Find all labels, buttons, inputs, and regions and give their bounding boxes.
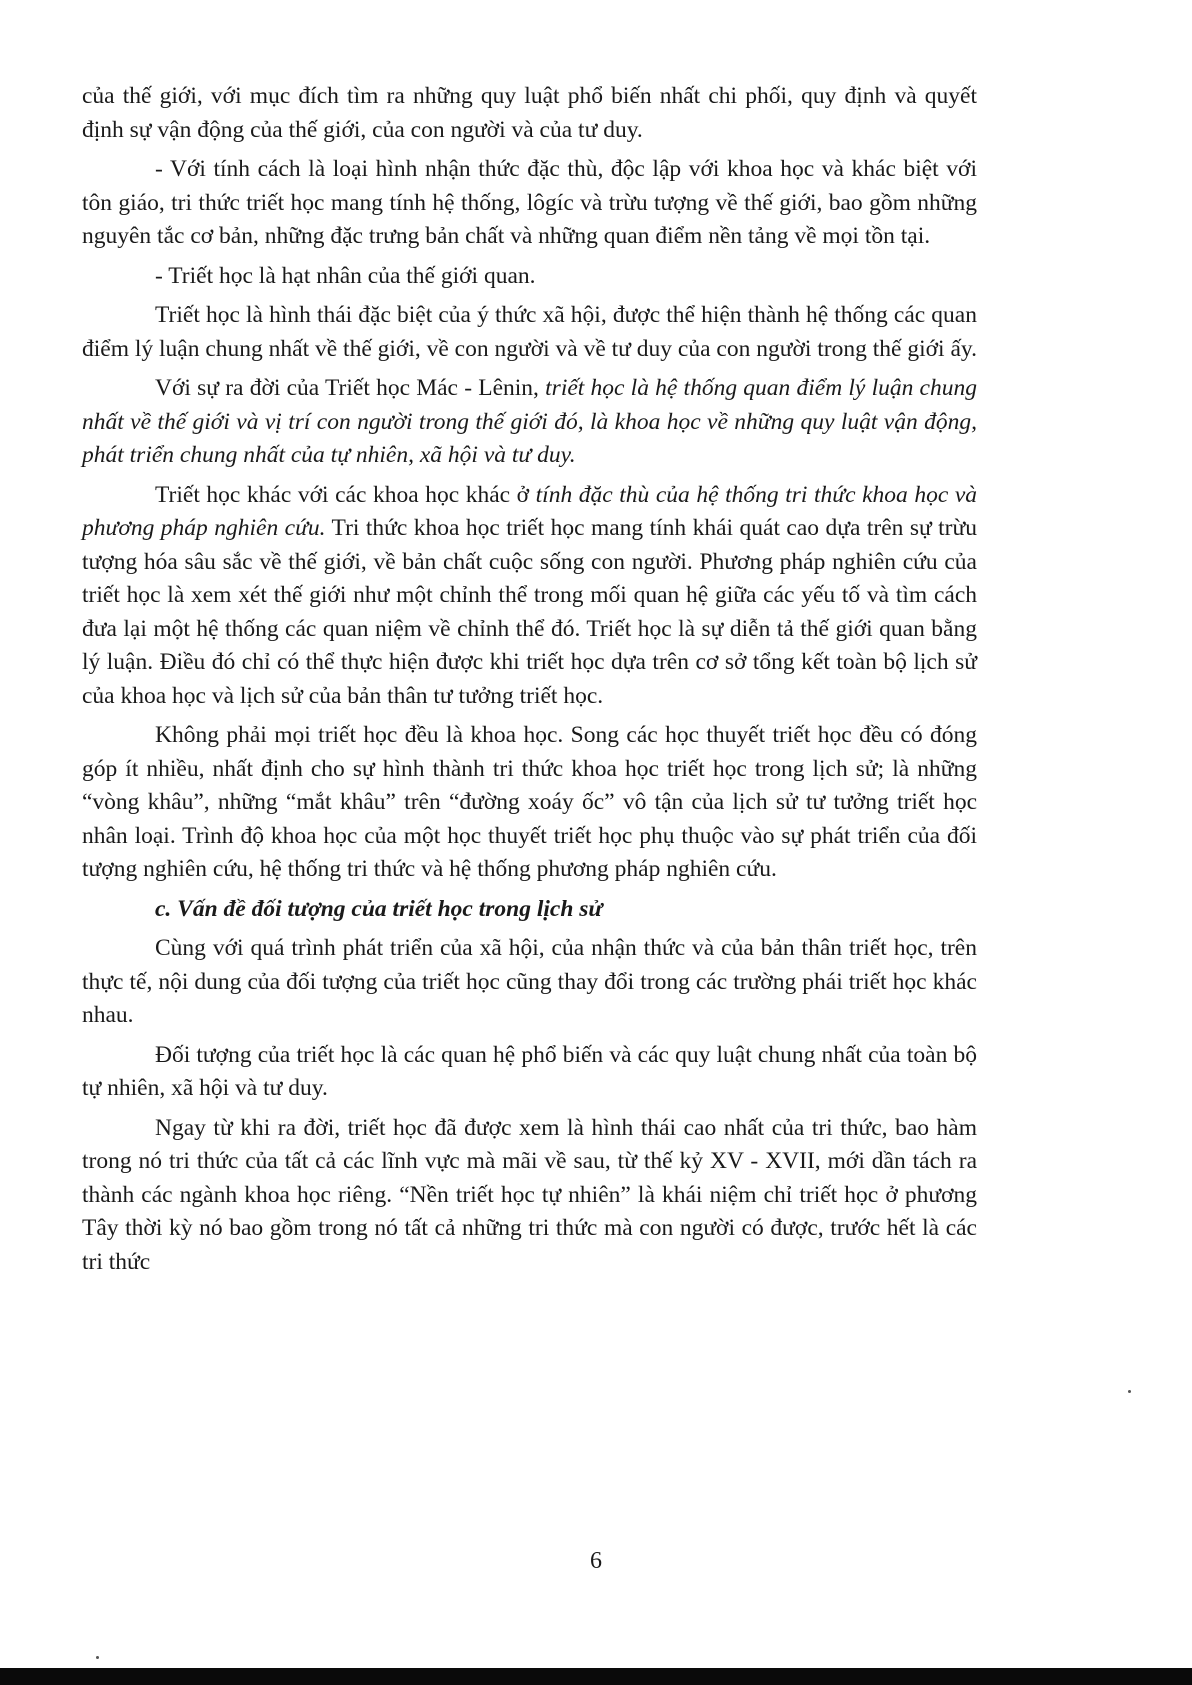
philosophy-vs-sciences-intro: Triết học khác với các khoa học khác ở — [155, 481, 536, 508]
paragraph-philosophy-vs-sciences — [82, 479, 977, 714]
paragraph-philosophy-definition: Triết học là hình thái đặc biệt của ý thức xã hội, được thể hiện thành hệ thống các quan điểm lý luận chung nhất về thế giới, về con người và về tư duy của con người trong thế giới ấy. — [82, 302, 977, 362]
scan-edge-bar — [0, 1668, 1192, 1685]
scan-speck — [1128, 1390, 1131, 1393]
marxist-definition-intro: Với sự ra đời của Triết học Mác - Lênin, — [155, 375, 546, 401]
paragraph-marxist-definition — [82, 372, 977, 473]
paragraph-worldview-core: - Triết học là hạt nhân của thế giới quan. — [155, 262, 536, 289]
scan-speck — [96, 1656, 99, 1659]
marxist-definition-emphasis: triết học là hệ thống quan điểm lý luận chung nhất về thế giới và vị trí con người trong thế giới đó, là khoa học về những quy luật vận động, phát triển chung nhất của tự nhiên, xã hội và tư duy. — [82, 375, 977, 468]
page-number: 6 — [590, 1548, 602, 1574]
philosophy-vs-sciences-body: Tri thức khoa học triết học mang tính khái quát cao dựa trên sự trừu tượng hóa sâu sắc về thế giới, về bản chất cuộc sống con người. Phương pháp nghiên cứu của triết học là xem xét thế giới như một chỉnh thể trong mối quan hệ giữa các yếu tố và tìm cách đưa lại một hệ thống các quan niệm về chỉnh thể đó. Triết học là sự diễn tả thế giới quan bằng lý luận. Điều đó chỉ có thể thực hiện được khi triết học dựa trên cơ sở tổng kết toàn bộ lịch sử của khoa học và lịch sử của bản thân tư tưởng triết học. — [82, 515, 977, 709]
section-heading: c. Vấn đề đối tượng của triết học trong lịch sử — [155, 895, 603, 922]
paragraph-knowledge-characteristics: - Với tính cách là loại hình nhận thức đặc thù, độc lập với khoa học và khác biệt với tôn giáo, tri thức triết học mang tính hệ thống, lôgíc và trừu tượng về thế giới, bao gồm những nguyên tắc cơ bản, những đặc trưng bản chất và những quan điểm nền tảng về mọi tồn tại. — [82, 156, 977, 249]
paragraph-highest-knowledge: Ngay từ khi ra đời, triết học đã được xem là hình thái cao nhất của tri thức, bao hàm trong nó tri thức của tất cả các lĩnh vực mà mãi về sau, từ thế kỷ XV - XVII, mới dần tách ra thành các ngành khoa học riêng. “Nền triết học tự nhiên” là khái niệm chỉ triết học ở phương Tây thời kỳ nó bao gồm trong nó tất cả những tri thức mà con người có được, trước hết là các tri thức — [82, 1114, 977, 1275]
paragraph-object-definition: Đối tượng của triết học là các quan hệ phổ biến và các quy luật chung nhất của toàn bộ tự nhiên, xã hội và tư duy. — [82, 1041, 977, 1101]
document-body — [82, 80, 977, 1285]
philosophy-vs-sciences-emphasis: tính đặc thù của hệ thống tri thức khoa học và phương pháp nghiên cứu. — [82, 481, 977, 541]
paragraph-not-all-philosophy-science: Không phải mọi triết học đều là khoa học. Song các học thuyết triết học đều có đóng góp ít nhiều, nhất định cho sự hình thành tri thức khoa học triết học trong lịch sử; là những “vòng khâu”, những “mắt khâu” trên “đường xoáy ốc” vô tận của lịch sử tư tưởng triết học nhân loại. Trình độ khoa học của một học thuyết triết học phụ thuộc vào sự phát triển của đối tượng nghiên cứu, hệ thống tri thức và hệ thống phương pháp nghiên cứu. — [82, 722, 977, 882]
paragraph-object-changes: Cùng với quá trình phát triển của xã hội, của nhận thức và của bản thân triết học, trên thực tế, nội dung của đối tượng của triết học cũng thay đổi trong các trường phái triết học khác nhau. — [82, 935, 977, 1028]
paragraph-continuation: của thế giới, với mục đích tìm ra những quy luật phổ biến nhất chi phối, quy định và quyết định sự vận động của thế giới, của con người và của tư duy. — [82, 83, 977, 143]
